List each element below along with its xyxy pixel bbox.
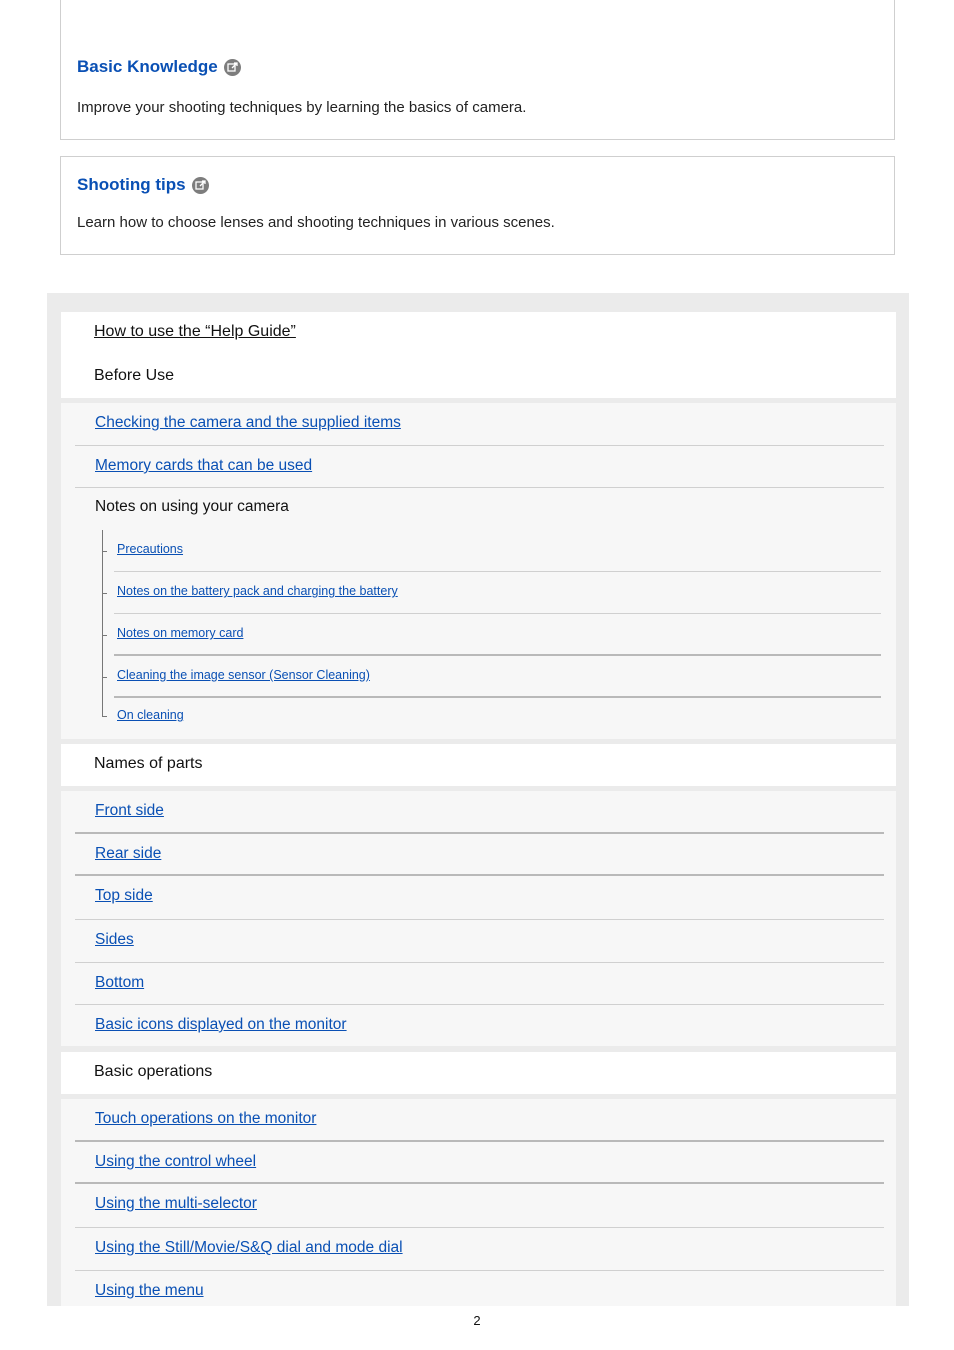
names-of-parts-group — [61, 791, 896, 1046]
tree-tick — [102, 551, 107, 552]
toc-link[interactable]: Notes on the battery pack and charging the battery — [117, 584, 398, 598]
help-guide-link[interactable]: How to use the “Help Guide” — [94, 323, 296, 340]
list-item[interactable] — [114, 614, 881, 656]
toc-link[interactable]: Rear side — [95, 845, 162, 862]
list-item[interactable] — [75, 791, 884, 834]
shooting-tips-card — [60, 156, 895, 255]
tree-tick — [102, 716, 107, 717]
list-item[interactable] — [114, 656, 881, 698]
list-item[interactable] — [114, 698, 881, 740]
list-item[interactable] — [114, 572, 881, 614]
section-basic-operations — [61, 1052, 896, 1094]
list-item[interactable] — [75, 1184, 884, 1228]
list-item[interactable] — [75, 963, 884, 1005]
list-item[interactable] — [75, 876, 884, 920]
toc-link[interactable]: Using the control wheel — [95, 1153, 257, 1170]
basic-knowledge-title[interactable]: Basic Knowledge — [77, 57, 218, 76]
section-heading: Names of parts — [94, 755, 203, 772]
section-names-of-parts — [61, 744, 896, 786]
section-before-use — [61, 312, 896, 398]
toc-link[interactable]: Using the multi-selector — [95, 1195, 257, 1212]
list-item[interactable] — [75, 834, 884, 876]
list-item — [75, 488, 884, 528]
toc-link[interactable]: Memory cards that can be used — [95, 457, 313, 474]
basic-operations-group — [61, 1099, 896, 1306]
subsection-heading: Notes on using your camera — [95, 498, 289, 515]
toc-link[interactable]: Front side — [95, 802, 164, 819]
list-item[interactable] — [75, 1005, 884, 1046]
tree-tick — [102, 593, 107, 594]
list-item[interactable] — [75, 1142, 884, 1184]
shooting-tips-link[interactable] — [77, 175, 209, 195]
toc-link[interactable]: Bottom — [95, 974, 145, 991]
list-item[interactable] — [75, 403, 884, 446]
list-item[interactable] — [75, 1271, 884, 1306]
toc-link[interactable]: Top side — [95, 887, 153, 904]
toc-link[interactable]: Using the Still/Movie/S&Q dial and mode dial — [95, 1239, 403, 1256]
section-heading: Basic operations — [94, 1063, 213, 1080]
basic-knowledge-card — [60, 0, 895, 140]
list-item[interactable] — [75, 920, 884, 963]
tree-connector — [102, 530, 103, 717]
toc-link[interactable]: Using the menu — [95, 1282, 204, 1299]
toc-link[interactable]: Sides — [95, 931, 134, 948]
external-link-icon — [192, 177, 209, 194]
basic-knowledge-link[interactable] — [77, 57, 241, 77]
page-number: 2 — [473, 1313, 481, 1328]
toc-link[interactable]: Checking the camera and the supplied items — [95, 414, 401, 431]
tree-tick — [102, 677, 107, 678]
list-item[interactable] — [75, 446, 884, 488]
before-use-group — [61, 403, 896, 739]
toc-link[interactable]: Touch operations on the monitor — [95, 1110, 317, 1127]
toc-link[interactable]: Precautions — [117, 542, 184, 556]
section-heading: Before Use — [94, 367, 175, 384]
basic-knowledge-description: Improve your shooting techniques by learning the basics of camera. — [77, 99, 527, 116]
list-item[interactable] — [114, 530, 881, 572]
toc-link[interactable]: On cleaning — [117, 708, 184, 722]
table-of-contents — [47, 293, 909, 1306]
toc-link[interactable]: Basic icons displayed on the monitor — [95, 1016, 347, 1033]
tree-tick — [102, 635, 107, 636]
list-item[interactable] — [75, 1099, 884, 1142]
shooting-tips-description: Learn how to choose lenses and shooting techniques in various scenes. — [77, 214, 555, 231]
list-item[interactable] — [75, 1228, 884, 1271]
shooting-tips-title[interactable]: Shooting tips — [77, 175, 186, 194]
toc-link[interactable]: Cleaning the image sensor (Sensor Cleaning) — [117, 668, 370, 682]
external-link-icon — [224, 59, 241, 76]
toc-link[interactable]: Notes on memory card — [117, 626, 244, 640]
